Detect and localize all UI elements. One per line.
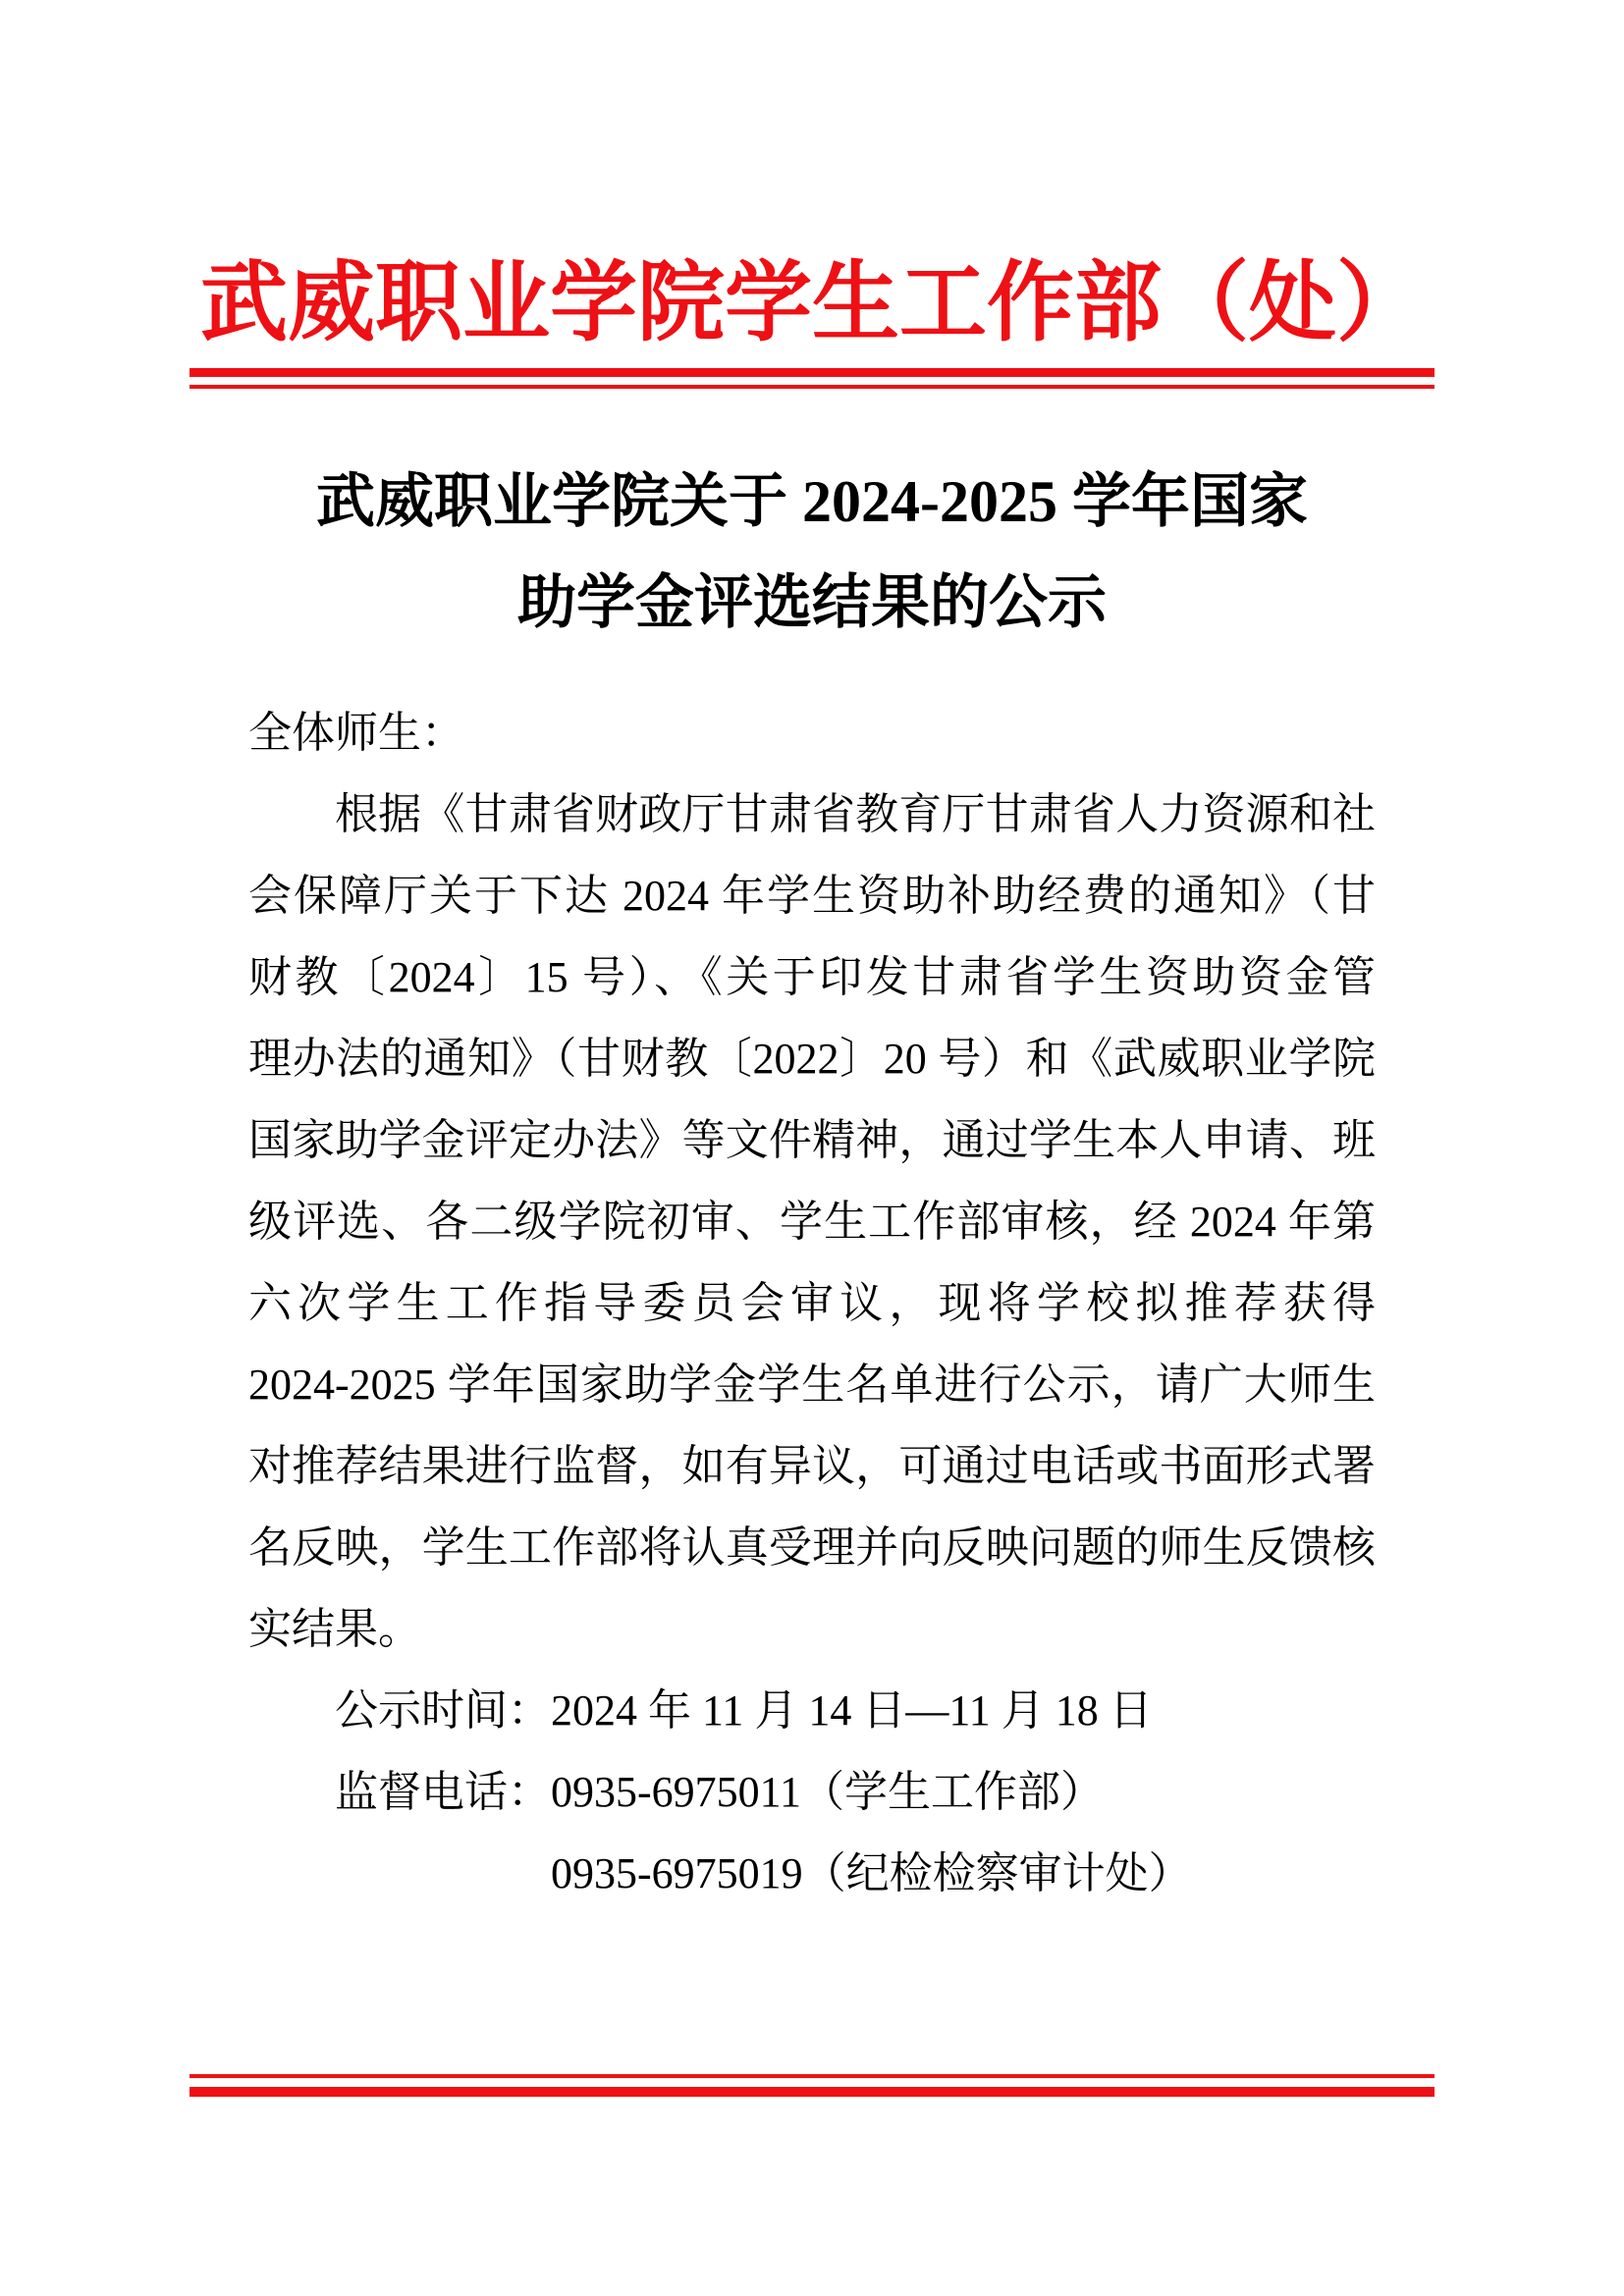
footer-rule-thick	[189, 2087, 1435, 2097]
notice-title-line2: 助学金评选结果的公示	[517, 570, 1107, 635]
paragraph-line: 财教〔2024〕15 号）、《关于印发甘肃省学生资助资金管	[248, 953, 1376, 1001]
paragraph-line: 国家助学金评定办法》等文件精神，通过学生本人申请、班	[248, 1116, 1376, 1164]
paragraph-line: 根据《甘肃省财政厅甘肃省教育厅甘肃省人力资源和社	[335, 790, 1376, 838]
paragraph-line: 名反映，学生工作部将认真受理并向反映问题的师生反馈核	[248, 1523, 1376, 1572]
supervision-phone-line-2: 0935-6975019（纪检检察审计处）	[551, 1849, 1192, 1897]
letterhead-rule-thin	[189, 385, 1435, 389]
paragraph-line: 对推荐结果进行监督，如有异议，可通过电话或书面形式署	[248, 1442, 1376, 1490]
notice-body	[248, 692, 1376, 1914]
paragraph-line: 级评选、各二级学院初审、学生工作部审核，经 2024 年第	[248, 1198, 1376, 1246]
letterhead-department-title: 武威职业学院学生工作部（处）	[200, 256, 1424, 352]
letterhead-rule-thick	[189, 368, 1435, 377]
paragraph-end-line: 实结果。	[248, 1605, 421, 1653]
salutation-line: 全体师生：	[248, 709, 464, 757]
footer-rule-thin	[189, 2074, 1435, 2078]
supervision-phone-line: 监督电话：0935-6975011（学生工作部）	[335, 1768, 1105, 1816]
notice-title-line1: 武威职业学院关于 2024-2025 学年国家	[316, 469, 1308, 534]
paragraph-line: 六次学生工作指导委员会审议，现将学校拟推荐获得	[248, 1279, 1376, 1327]
paragraph-line: 会保障厅关于下达 2024 年学生资助补助经费的通知》（甘	[248, 872, 1376, 920]
notice-title	[248, 452, 1376, 654]
paragraph-line: 理办法的通知》（甘财教〔2022〕20 号）和《武威职业学院	[248, 1035, 1376, 1083]
paragraph-line: 2024-2025 学年国家助学金学生名单进行公示，请广大师生	[248, 1361, 1376, 1409]
publicity-period-line: 公示时间：2024 年 11 月 14 日—11 月 18 日	[335, 1686, 1153, 1735]
